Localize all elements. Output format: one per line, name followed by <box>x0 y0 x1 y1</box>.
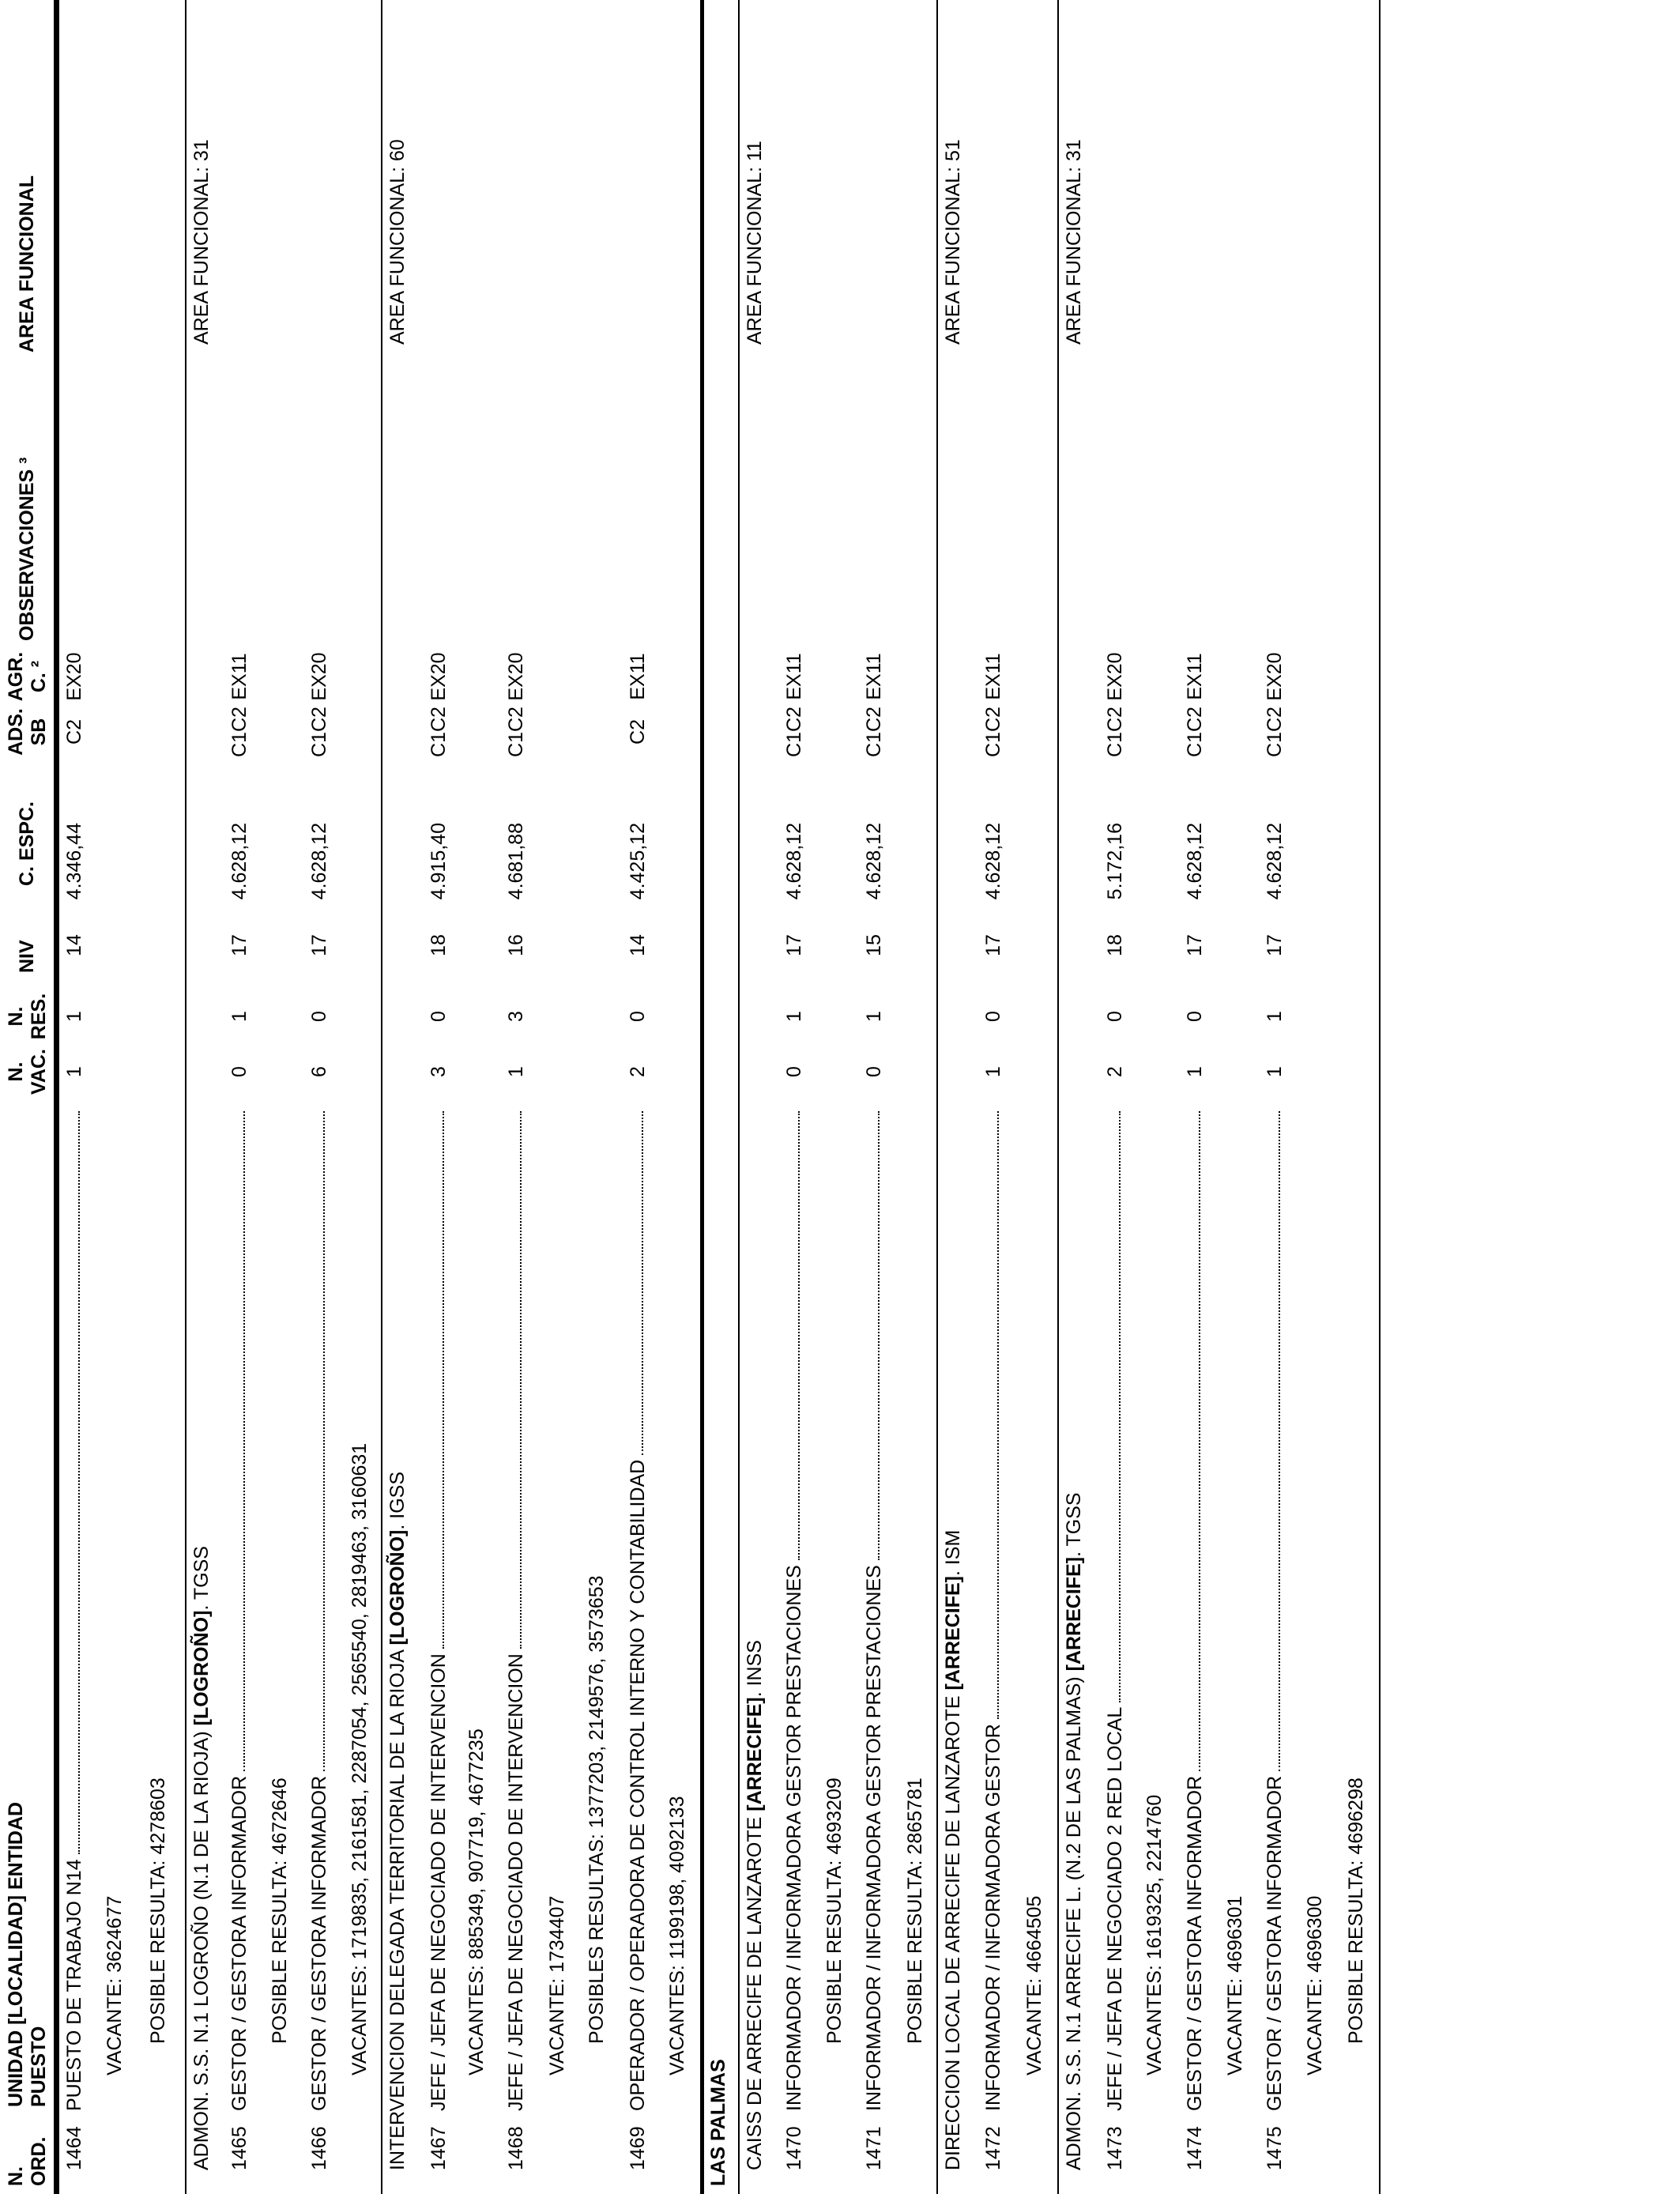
n-vac-value: 2 <box>627 1066 649 1077</box>
n-res-value: 1 <box>783 1011 805 1022</box>
puesto-text: INFORMADOR / INFORMADORA GESTOR PRESTACIONES <box>863 1565 885 2111</box>
unidad-localidad: [ARRECIFE] <box>1063 1556 1085 1672</box>
unidad-rule <box>936 0 938 2194</box>
unidad-entidad: . ISM <box>942 1529 964 1577</box>
n-res-value: 0 <box>308 1011 330 1022</box>
n-vac-value: 2 <box>1104 1066 1126 1077</box>
dot-leader <box>1279 1111 1280 1771</box>
order-number: 1472 <box>982 2126 1004 2170</box>
unidad-entidad: . INSS <box>744 1640 766 1698</box>
order-number: 1466 <box>308 2126 330 2170</box>
table-row <box>781 0 809 2194</box>
unidad-name: CAISS DE ARRECIFE DE LANZAROTE <box>744 1811 766 2170</box>
vacante-text: VACANTE: 4696301 <box>1224 1895 1246 2075</box>
niv-value: 14 <box>627 934 649 956</box>
puesto-text: JEFE / JEFA DE NEGOCIADO DE INTERVENCION <box>505 1653 527 2111</box>
dot-leader <box>1119 1111 1121 1702</box>
header-ads-sb: ADS. SB <box>5 708 50 756</box>
niv-value: 14 <box>63 934 85 956</box>
agr-c-value: EX20 <box>1264 652 1286 701</box>
dot-leader <box>323 1111 325 1771</box>
agr-c-value: EX11 <box>783 653 805 700</box>
unidad-localidad: [LOGROÑO] <box>386 1529 409 1646</box>
c-espc-value: 4.628,12 <box>228 823 250 900</box>
unidad-heading <box>386 1472 409 2170</box>
c-espc-value: 4.628,12 <box>308 823 330 900</box>
ads-sb-value: C1C2 <box>982 707 1004 757</box>
header-n-ord: N. ORD. <box>5 2136 50 2186</box>
niv-value: 17 <box>1184 934 1206 956</box>
list-item <box>188 0 217 2194</box>
puesto-text: JEFE / JEFA DE NEGOCIADO 2 RED LOCAL <box>1104 1706 1126 2111</box>
ads-sb-value: C2 <box>63 719 85 745</box>
vacante-text: VACANTE: 4664505 <box>1023 1895 1045 2075</box>
area-funcional-value: AREA FUNCIONAL: 51 <box>942 139 964 345</box>
unidad-rule <box>185 0 186 2194</box>
header-n-res: N. RES. <box>5 993 50 1040</box>
header-agr-c: AGR. C. ² <box>5 651 50 702</box>
unidad-entidad: . TGSS <box>190 1546 213 1611</box>
puesto-text: INFORMADOR / INFORMADORA GESTOR PRESTACIONES <box>783 1565 805 2111</box>
niv-value: 15 <box>863 934 885 956</box>
unidad-heading <box>1063 1492 1086 2170</box>
agr-c-value: EX11 <box>863 653 885 700</box>
niv-value: 17 <box>1264 934 1286 956</box>
resulta-text: POSIBLE RESULTA: 4278603 <box>147 1777 169 2044</box>
unidad-localidad: [ARRECIFE] <box>744 1697 766 1811</box>
c-espc-value: 4.915,40 <box>428 823 450 900</box>
puesto-text: GESTOR / GESTORA INFORMADOR <box>308 1775 330 2111</box>
order-number: 1471 <box>863 2126 885 2170</box>
n-vac-value: 6 <box>308 1066 330 1077</box>
dot-leader <box>443 1111 444 1649</box>
vacante-text: VACANTES: 885349, 907719, 4677235 <box>465 1728 488 2075</box>
niv-value: 17 <box>228 934 250 956</box>
ads-sb-value: C1C2 <box>428 707 450 757</box>
table-row <box>624 0 653 2194</box>
list-item <box>101 0 130 2194</box>
list-item <box>1060 0 1089 2194</box>
order-number: 1474 <box>1184 2126 1206 2170</box>
c-espc-value: 5.172,16 <box>1104 823 1126 900</box>
table-row <box>1261 0 1290 2194</box>
dot-leader <box>798 1111 800 1560</box>
list-item <box>741 0 770 2194</box>
order-number: 1475 <box>1264 2126 1286 2170</box>
n-res-value: 1 <box>228 1011 250 1022</box>
table-row <box>980 0 1008 2194</box>
n-vac-value: 0 <box>863 1066 885 1077</box>
list-item <box>346 0 375 2194</box>
resulta-text: POSIBLE RESULTA: 4672646 <box>269 1777 291 2044</box>
unidad-name: INTERVENCION DELEGADA TERRITORIAL DE LA RIOJA <box>386 1645 409 2170</box>
provincia-rule <box>700 0 704 2194</box>
n-vac-value: 0 <box>783 1066 805 1077</box>
list-item <box>664 0 692 2194</box>
list-item <box>1222 0 1250 2194</box>
area-funcional-value: AREA FUNCIONAL: 11 <box>744 141 766 345</box>
list-item <box>1141 0 1170 2194</box>
c-espc-value: 4.346,44 <box>63 823 85 900</box>
n-res-value: 1 <box>863 1011 885 1022</box>
header-unidad: UNIDAD [LOCALIDAD] ENTIDAD PUESTO <box>5 1801 50 2107</box>
agr-c-value: EX11 <box>228 653 250 700</box>
ads-sb-value: C1C2 <box>1104 707 1126 757</box>
unidad-heading <box>190 1546 213 2170</box>
agr-c-value: EX20 <box>428 652 450 701</box>
n-res-value: 1 <box>1264 1011 1286 1022</box>
unidad-entidad: . TGSS <box>1063 1492 1085 1557</box>
vacante-text: VACANTES: 1199198, 4092133 <box>666 1796 688 2075</box>
area-funcional-value: AREA FUNCIONAL: 31 <box>1063 139 1085 345</box>
list-item <box>384 0 412 2194</box>
resulta-text: POSIBLE RESULTA: 4693209 <box>823 1777 846 2044</box>
vacante-text: VACANTE: 1734407 <box>546 1895 568 2075</box>
list-item <box>1021 0 1049 2194</box>
header-observaciones: OBSERVACIONES ³ <box>16 457 38 641</box>
vacante-text: VACANTE: 4696300 <box>1304 1895 1326 2075</box>
unidad-heading <box>942 1530 965 2170</box>
n-vac-value: 1 <box>505 1066 527 1077</box>
order-number: 1465 <box>228 2126 250 2170</box>
niv-value: 16 <box>505 934 527 956</box>
n-res-value: 3 <box>505 1011 527 1022</box>
niv-value: 17 <box>308 934 330 956</box>
unidad-name: ADMON. S.S. N.1 ARRECIFE L. (N.2 DE LAS PALMAS) <box>1063 1671 1085 2170</box>
puesto-text: GESTOR / GESTORA INFORMADOR <box>1184 1775 1206 2111</box>
unidad-rule <box>738 0 740 2194</box>
list-item <box>544 0 572 2194</box>
ads-sb-value: C1C2 <box>505 707 527 757</box>
order-number: 1469 <box>627 2126 649 2170</box>
resulta-text: POSIBLE RESULTA: 2865781 <box>904 1777 926 2044</box>
ads-sb-value: C1C2 <box>1184 707 1206 757</box>
unidad-localidad: [LOGROÑO] <box>190 1610 213 1726</box>
header-rule <box>54 0 59 2194</box>
n-vac-value: 1 <box>982 1066 1004 1077</box>
dot-leader <box>997 1111 999 1719</box>
list-item <box>705 0 733 2194</box>
unidad-name: ADMON. S.S. N.1 LOGROÑO (N.1 DE LA RIOJA) <box>190 1725 213 2170</box>
order-number: 1470 <box>783 2126 805 2170</box>
puesto-text: INFORMADOR / INFORMADORA GESTOR <box>982 1724 1004 2111</box>
agr-c-value: EX11 <box>982 653 1004 700</box>
unidad-rule <box>381 0 382 2194</box>
unidad-entidad: . IGSS <box>386 1471 409 1530</box>
resulta-text: POSIBLES RESULTAS: 1377203, 2149576, 3573653 <box>586 1575 608 2044</box>
unidad-name: DIRECCION LOCAL DE ARRECIFE DE LANZAROTE <box>942 1690 964 2170</box>
unidad-heading <box>744 1640 767 2170</box>
list-item <box>145 0 173 2194</box>
niv-value: 18 <box>1104 934 1126 956</box>
header-c-espc: C. ESPC. <box>16 801 38 886</box>
agr-c-value: EX11 <box>1184 653 1206 700</box>
vacante-text: VACANTE: 3624677 <box>104 1895 126 2075</box>
n-vac-value: 1 <box>1184 1066 1206 1077</box>
n-vac-value: 3 <box>428 1066 450 1077</box>
ads-sb-value: C1C2 <box>1264 707 1286 757</box>
c-espc-value: 4.628,12 <box>1264 823 1286 900</box>
list-item <box>940 0 968 2194</box>
unidad-rule <box>1057 0 1059 2194</box>
table-row <box>226 0 254 2194</box>
agr-c-value: EX11 <box>627 653 649 700</box>
n-vac-value: 0 <box>228 1066 250 1077</box>
n-res-value: 0 <box>982 1011 1004 1022</box>
dot-leader <box>520 1111 522 1649</box>
vacante-text: VACANTES: 1619325, 2214760 <box>1143 1794 1166 2075</box>
c-espc-value: 4.628,12 <box>1184 823 1206 900</box>
unidad-localidad: [ARRECIFE] <box>942 1576 964 1691</box>
niv-value: 17 <box>982 934 1004 956</box>
dot-leader <box>1199 1111 1200 1771</box>
list-item <box>266 0 295 2194</box>
ads-sb-value: C1C2 <box>308 707 330 757</box>
puesto-text: GESTOR / GESTORA INFORMADOR <box>1264 1775 1286 2111</box>
list-item <box>1301 0 1330 2194</box>
area-funcional-value: AREA FUNCIONAL: 31 <box>190 139 213 345</box>
order-number: 1468 <box>505 2126 527 2170</box>
ads-sb-value: C1C2 <box>863 707 885 757</box>
list-item <box>821 0 849 2194</box>
table-row <box>1102 0 1130 2194</box>
table-row <box>1181 0 1210 2194</box>
n-res-value: 0 <box>428 1011 450 1022</box>
list-item <box>1343 0 1371 2194</box>
puesto-text: OPERADOR / OPERADORA DE CONTROL INTERNO Y CONTABILIDAD <box>627 1459 649 2111</box>
dot-leader <box>243 1111 245 1771</box>
dot-leader <box>642 1111 643 1455</box>
vacante-text: VACANTES: 1719835, 2161581, 2287054, 2565540, 2819463, 3160631 <box>348 1442 371 2075</box>
c-espc-value: 4.628,12 <box>863 823 885 900</box>
table-row <box>306 0 334 2194</box>
list-item <box>583 0 612 2194</box>
dot-leader <box>78 1111 80 1854</box>
provincia-heading: LAS PALMAS <box>707 2059 729 2186</box>
ads-sb-value: C2 <box>627 719 649 745</box>
n-res-value: 0 <box>1104 1011 1126 1022</box>
order-number: 1473 <box>1104 2126 1126 2170</box>
header-n-vac: N. VAC. <box>5 1049 50 1095</box>
area-funcional-value: AREA FUNCIONAL: 60 <box>386 139 409 345</box>
table-row <box>861 0 889 2194</box>
table-row <box>425 0 454 2194</box>
puesto-text: JEFE / JEFA DE NEGOCIADO DE INTERVENCION <box>428 1653 450 2111</box>
agr-c-value: EX20 <box>505 652 527 701</box>
list-item <box>902 0 930 2194</box>
agr-c-value: EX20 <box>308 652 330 701</box>
list-item <box>463 0 492 2194</box>
ads-sb-value: C1C2 <box>228 707 250 757</box>
niv-value: 17 <box>783 934 805 956</box>
niv-value: 18 <box>428 934 450 956</box>
agr-c-value: EX20 <box>1104 652 1126 701</box>
agr-c-value: EX20 <box>63 652 85 701</box>
table-row <box>61 0 89 2194</box>
resulta-text: POSIBLE RESULTA: 4696298 <box>1345 1777 1367 2044</box>
order-number: 1467 <box>428 2126 450 2170</box>
n-vac-value: 1 <box>63 1066 85 1077</box>
puesto-text: GESTOR / GESTORA INFORMADOR <box>228 1775 250 2111</box>
c-espc-value: 4.628,12 <box>982 823 1004 900</box>
header-niv: NIV <box>16 940 38 973</box>
n-res-value: 0 <box>1184 1011 1206 1022</box>
c-espc-value: 4.425,12 <box>627 823 649 900</box>
puesto-text: PUESTO DE TRABAJO N14 <box>63 1859 85 2111</box>
order-number: 1464 <box>63 2126 85 2170</box>
n-res-value: 1 <box>63 1011 85 1022</box>
header-area-funcional: AREA FUNCIONAL <box>16 175 38 352</box>
table-row <box>503 0 531 2194</box>
ads-sb-value: C1C2 <box>783 707 805 757</box>
c-espc-value: 4.628,12 <box>783 823 805 900</box>
table-end-rule <box>1379 0 1381 2194</box>
n-res-value: 0 <box>627 1011 649 1022</box>
n-vac-value: 1 <box>1264 1066 1286 1077</box>
dot-leader <box>878 1111 880 1560</box>
c-espc-value: 4.681,88 <box>505 823 527 900</box>
